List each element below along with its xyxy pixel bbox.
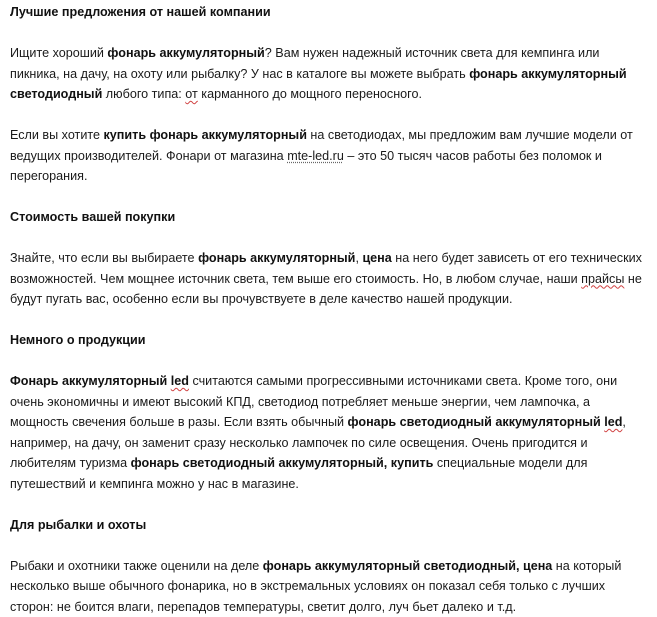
bold-keyword: фонарь светодиодный аккумуляторный [348,415,605,429]
bold-keyword: фонарь аккумуляторный [198,251,355,265]
bold-keyword: фонарь аккумуляторный светодиодный [10,67,627,102]
blank-line [10,228,651,249]
blank-line [10,351,651,372]
text-run: ? Вам нужен надежный источник света для кемпинга или пикника, на дачу, на охоту или рыбалку? У нас в каталоге вы можете выбрать [10,46,599,81]
paragraph-buy [10,125,651,187]
text-run: карманного до мощного переносного. [198,87,422,101]
text-run: , например, на дачу, он заменит сразу несколько лампочек по силе освещения. Очень пригодится и любителям туризма [10,415,626,470]
text-run: на светодиодах, мы предложим вам лучшие модели от ведущих производителей. Фонари от магазина [10,128,633,163]
bold-keyword: фонарь аккумуляторный светодиодный, цена [263,559,553,573]
paragraph-fishing [10,556,651,617]
section-heading-products: Немного о продукции [10,330,651,351]
text-run: специальные модели для путешествий и кемпинга можно у нас в магазине. [10,456,587,491]
text-run: Если вы хотите [10,128,104,142]
bold-keyword: цена [362,251,391,265]
bold-keyword: купить фонарь аккумуляторный [104,128,307,142]
paragraph-products [10,371,651,494]
section-heading-cost: Стоимость вашей покупки [10,207,651,228]
blank-line [10,494,651,515]
spellcheck-word[interactable]: led [604,415,622,429]
text-run: не будут пугать вас, особенно если вы прочувствуете в деле качество нашей продукции. [10,272,642,307]
bold-keyword: Фонарь аккумуляторный [10,374,171,388]
paragraph-intro [10,43,651,105]
text-run: Знайте, что если вы выбираете [10,251,198,265]
spellcheck-word[interactable]: от [185,87,198,101]
text-run: считаются самыми прогрессивными источниками света. Кроме того, они очень экономичны и имеют высокий КПД, светодиод потребляет меньше энергии, чем лампочка, а мощность свечения больше в разы. Если взять обычный [10,374,617,429]
text-run: на который несколько выше обычного фонарика, но в экстремальных условиях он показал себя только с лучших сторон: не боится влаги, перепадов температуры, светит долго, луч бьет далеко и т.д. [10,559,621,614]
bold-keyword: фонарь аккумуляторный [107,46,264,60]
text-run: – это 50 тысяч часов работы без поломок и перегорания. [10,149,602,184]
blank-line [10,535,651,556]
blank-line [10,23,651,44]
section-heading-best-offers: Лучшие предложения от нашей компании [10,2,651,23]
section-heading-fishing-hunting: Для рыбалки и охоты [10,515,651,536]
blank-line [10,310,651,331]
text-run: Рыбаки и охотники также оценили на деле [10,559,263,573]
bold-keyword: фонарь светодиодный аккумуляторный, купить [131,456,434,470]
blank-line [10,105,651,126]
text-run: Ищите хороший [10,46,107,60]
paragraph-cost [10,248,651,310]
blank-line [10,187,651,208]
shop-link[interactable]: mte-led.ru [287,149,344,163]
spellcheck-word[interactable]: led [171,374,189,388]
text-run: на него будет зависеть от его технических возможностей. Чем мощнее источник света, тем выше его стоимость. Но, в любом случае, наши [10,251,642,286]
text-run: , [355,251,362,265]
spellcheck-word[interactable]: прайсы [581,272,624,286]
text-run: любого типа: [102,87,185,101]
